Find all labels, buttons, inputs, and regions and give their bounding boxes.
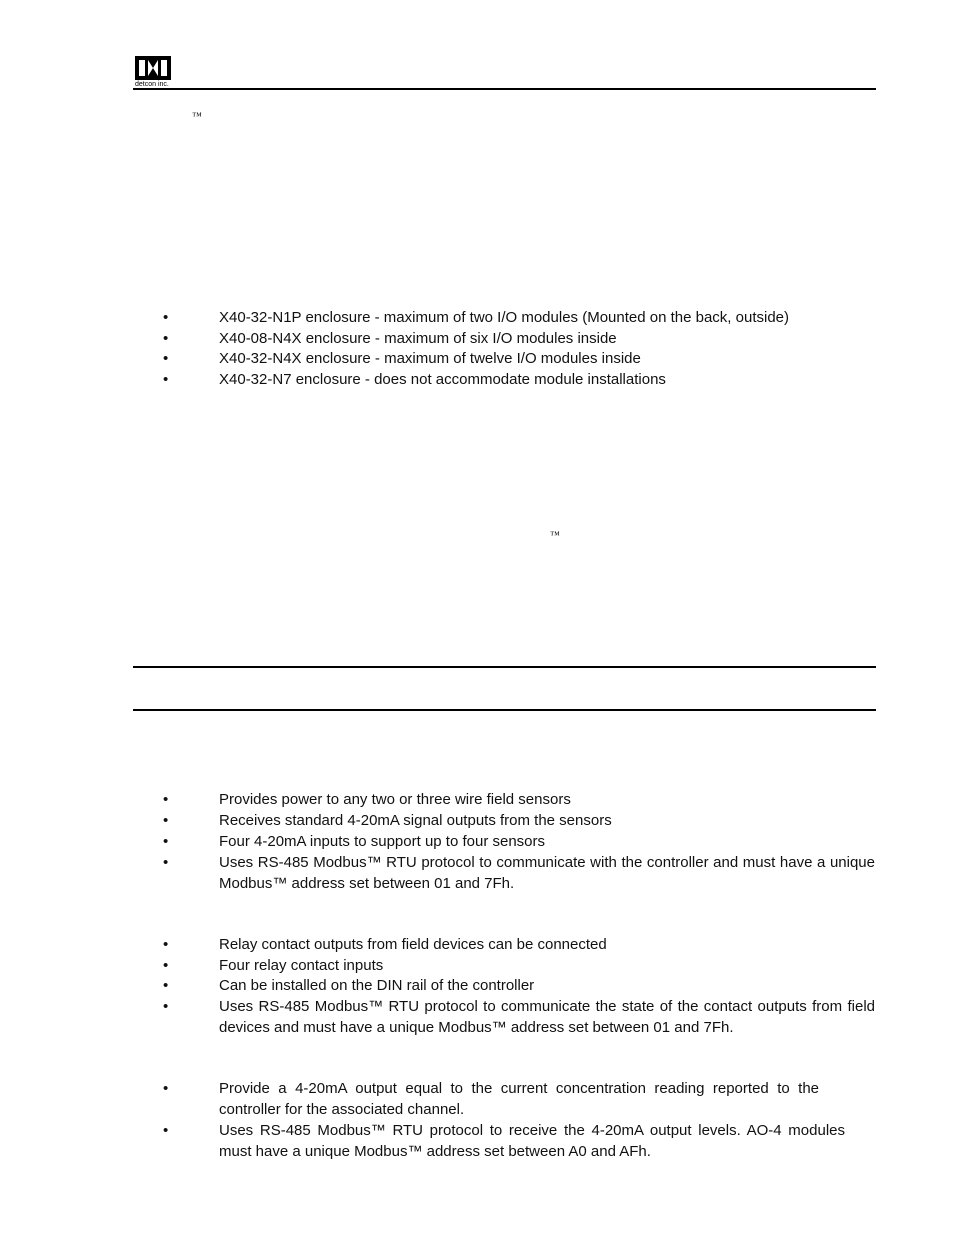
header-rule — [133, 88, 876, 90]
company-logo — [135, 56, 173, 90]
bullet-icon: • — [163, 1080, 169, 1097]
section-rule-bottom — [133, 709, 876, 711]
list-item-text: Relay contact outputs from field devices can be connected — [219, 936, 607, 953]
bullet-icon: • — [163, 309, 169, 326]
bullet-icon: • — [163, 957, 169, 974]
list-item-text: X40-32-N1P enclosure - maximum of two I/O modules (Mounted on the back, outside) — [219, 309, 789, 326]
bullet-icon: • — [163, 371, 169, 388]
bullet-icon: • — [163, 350, 169, 367]
trademark-mark: ™ — [550, 530, 560, 541]
bullet-icon: • — [163, 1122, 169, 1139]
list-item-text: Uses RS-485 Modbus™ RTU protocol to communicate with the controller and must have a unique Modbus™ address set between 01 and 7Fh. — [219, 854, 875, 892]
list-item-text: X40-32-N7 enclosure - does not accommodate module installations — [219, 371, 666, 388]
list-item-text: X40-08-N4X enclosure - maximum of six I/O modules inside — [219, 330, 617, 347]
list-item-text: Can be installed on the DIN rail of the controller — [219, 977, 535, 994]
list-item-text: Uses RS-485 Modbus™ RTU protocol to communicate the state of the contact outputs from field devices and must have a unique Modbus™ address set between 01 and 7Fh. — [219, 998, 875, 1036]
list-item-text: Provides power to any two or three wire field sensors — [219, 791, 571, 808]
list-item-text: Uses RS-485 Modbus™ RTU protocol to receive the 4-20mA output levels. AO-4 modules must have a unique Modbus™ address set between A0 and AFh. — [219, 1122, 845, 1160]
list-item-text: Four 4-20mA inputs to support up to four sensors — [219, 833, 546, 850]
bullet-icon: • — [163, 998, 169, 1015]
trademark-mark: ™ — [192, 111, 202, 122]
detcon-logo-icon — [135, 56, 171, 80]
list-item-text: Provide a 4-20mA output equal to the current concentration reading reported to the controller for the associated channel. — [219, 1080, 819, 1118]
list-item-text: X40-32-N4X enclosure - maximum of twelve I/O modules inside — [219, 350, 641, 367]
logo-text: detcon inc. — [135, 81, 169, 88]
bullet-icon: • — [163, 854, 169, 871]
bullet-icon: • — [163, 833, 169, 850]
section-rule-top — [133, 666, 876, 668]
bullet-icon: • — [163, 791, 169, 808]
bullet-icon: • — [163, 977, 169, 994]
bullet-icon: • — [163, 330, 169, 347]
list-item-text: Four relay contact inputs — [219, 957, 384, 974]
list-item-text: Receives standard 4-20mA signal outputs from the sensors — [219, 812, 612, 829]
bullet-icon: • — [163, 812, 169, 829]
bullet-icon: • — [163, 936, 169, 953]
